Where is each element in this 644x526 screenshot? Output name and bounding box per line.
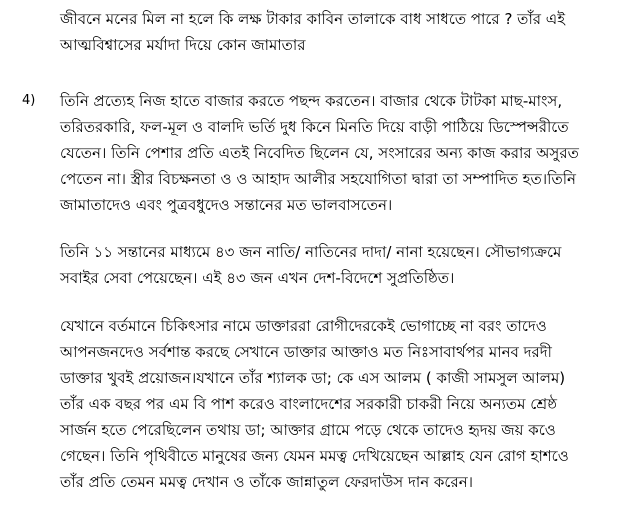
paragraph-2-line-1: তিনি প্রত্যেহ নিজ হাতে বাজার করতে পছন্দ করতেন। বাজার থেকে টাটকা মাছ-মাংস, — [60, 92, 563, 110]
paragraph-4-line-2: আপনজনদেও সর্বশান্ত করছে সেখানে ডাক্তার আক্তাও মত নিঃসাবার্থপর মানব দরদী — [60, 343, 552, 361]
paragraph-1-line-2: আত্মবিশ্বাসের মর্যাদা দিয়ে কোন জামাতার — [60, 36, 306, 54]
paragraph-4-line-1: যেখানে বর্তমানে চিকিৎসার নামে ডাক্তাররা রোগীদেরকেই ভোগাচ্ছে না বরং তাদেও — [60, 317, 547, 335]
paragraph-2-line-3: যেতেন। তিনি পেশার প্রতি এতই নিবেদিত ছিলেন যে, সংসারের অন্য কাজ করার অসুরত — [60, 144, 579, 162]
paragraph-1-line-1: জীবনে মনের মিল না হলে কি লক্ষ টাকার কাবিন তালাকে বাধ সাধতে পারে ? তাঁর এই — [60, 10, 566, 28]
paragraph-2-line-5: জামাতাদেও এবং পুত্রবধুদেও সন্তানের মত ভালবাসতেন। — [60, 196, 393, 214]
paragraph-2-line-4: পেতেন না। স্ত্রীর বিচক্ষনতা ও ও আহাদ আলীর সহযোগিতা দ্বারা তা সম্পাদিত হত।তিনি — [60, 170, 576, 188]
list-number: 4) — [22, 93, 36, 108]
paragraph-2-line-2: তরিতরকারি, ফল-মূল ও বালদি ভর্তি দুধ কিনে মিনতি দিয়ে বাড়ী পাঠিয়ে ডিস্পেন্সরীতে — [60, 118, 569, 136]
paragraph-4-line-6: গেছেন। তিনি পৃথিবীতে মানুষের জন্য যেমন মমত্ব দেখিয়েছেন আল্লাহ যেন রোগ হাশওে — [60, 447, 569, 465]
paragraph-4-line-5: সার্জন হতে পেরেছিলেন তথায় ডা; আক্তার গ্রামে পড়ে থেকে তাদেও হৃদয় জয় কওে — [60, 421, 556, 439]
paragraph-1 — [60, 6, 620, 58]
paragraph-4-line-4: তাঁর এক বছর পর এম বি পাশ করেও বাংলাদেশের সরকারী চাকরী নিয়ে অন্যতম শ্রেষ্ঠ — [60, 395, 557, 413]
paragraph-4-line-7: তাঁর প্রতি তেমন মমত্ব দেখান ও তাঁকে জান্নাতুল ফেরদাউস দান করেন। — [60, 473, 474, 491]
paragraph-3-line-1: তিনি ১১ সন্তানের মাধ্যমে ৪৩ জন নাতি/ নাতিনের দাদা/ নানা হয়েছেন। সৌভাগ্যক্রমে — [60, 243, 562, 261]
paragraph-3-line-2: সবাইর সেবা পেয়েছেন। এই ৪৩ জন এখন দেশ-বিদেশে সুপ্রতিষ্ঠিত। — [60, 269, 455, 287]
paragraph-3 — [60, 239, 620, 291]
paragraph-4 — [60, 313, 620, 495]
paragraph-2 — [60, 88, 620, 218]
paragraph-4-line-3: ডাক্তার খুবই প্রয়োজন।যখানে তাঁর শ্যালক ডা; কে এস আলম ( কাজী সামসুল আলম) — [60, 369, 566, 387]
